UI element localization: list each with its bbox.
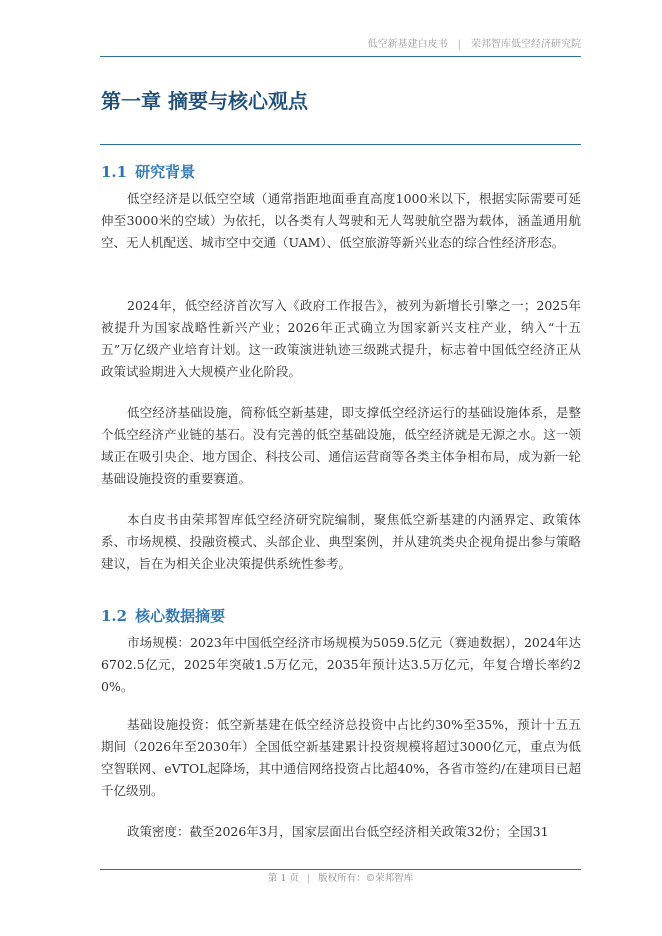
page-header (100, 38, 581, 52)
page-footer (100, 872, 581, 886)
paragraph: 低空经济基础设施，简称低空新基建，即支撑低空经济运行的基础设施体系，是整个低空经济产业链的基石。没有完善的低空基础设施，低空经济就是无源之水。这一领域正在吸引央企、地方国企、科技公司、通信运营商等各类主体争相布局，成为新一轮基础设施投资的重要赛道。 (101, 405, 581, 486)
section-title: 研究背景 (135, 163, 196, 181)
paragraph: 本白皮书由荣邦智库低空经济研究院编制，聚焦低空新基建的内涵界定、政策体系、市场规模、投融资模式、头部企业、典型案例，并从建筑类央企视角提出参与策略建议，旨在为相关企业决策提供系统性参考。 (101, 512, 581, 571)
chapter-divider (100, 144, 581, 145)
header-separator: | (457, 39, 461, 50)
section-number: 1.1 (101, 163, 128, 181)
header-doc-title: 低空新基建白皮书 (367, 39, 448, 50)
paragraph: 市场规模：2023年中国低空经济市场规模为5059.5亿元（赛迪数据），2024年达6702.5亿元，2025年突破1.5万亿元，2035年预计达3.5万亿元，年复合增长率约20%。 (101, 635, 581, 694)
chapter-title: 第一章 摘要与核心观点 (101, 89, 308, 113)
copyright-text: 版权所有：©荣邦智库 (318, 873, 414, 884)
header-divider (100, 56, 581, 57)
section-title: 核心数据摘要 (135, 607, 226, 625)
footer-separator: | (306, 873, 311, 884)
section-heading-1-2 (101, 605, 225, 627)
paragraph: 低空经济是以低空空域（通常指距地面垂直高度1000米以下，根据实际需要可延伸至3000米的空域）为依托，以各类有人驾驶和无人驾驶航空器为载体，涵盖通用航空、无人机配送、城市空中交通（UAM）、低空旅游等新兴业态的综合性经济形态。 (101, 191, 581, 250)
page-number: 第 1 页 (267, 873, 299, 884)
footer-divider (100, 869, 581, 870)
section-number: 1.2 (101, 607, 128, 625)
paragraph: 基础设施投资：低空新基建在低空经济总投资中占比约30%至35%，预计十五五期间（2026年至2030年）全国低空新基建累计投资规模将超过3000亿元，重点为低空智联网、eVTOL起降场，其中通信网络投资占比超40%，各省市签约/在建项目已超千亿级别。 (101, 717, 581, 798)
header-publisher: 荣邦智库低空经济研究院 (471, 39, 581, 50)
paragraph: 政策密度：截至2026年3月，国家层面出台低空经济相关政策32份；全国31 (127, 824, 549, 839)
paragraph: 2024年，低空经济首次写入《政府工作报告》，被列为新增长引擎之一；2025年被提升为国家战略性新兴产业；2026年正式确立为国家新兴支柱产业，纳入“十五五”万亿级产业培育计划。这一政策演进轨迹三级跳式提升，标志着中国低空经济正从政策试验期进入大规模产业化阶段。 (101, 298, 581, 379)
section-heading-1-1 (101, 161, 195, 183)
